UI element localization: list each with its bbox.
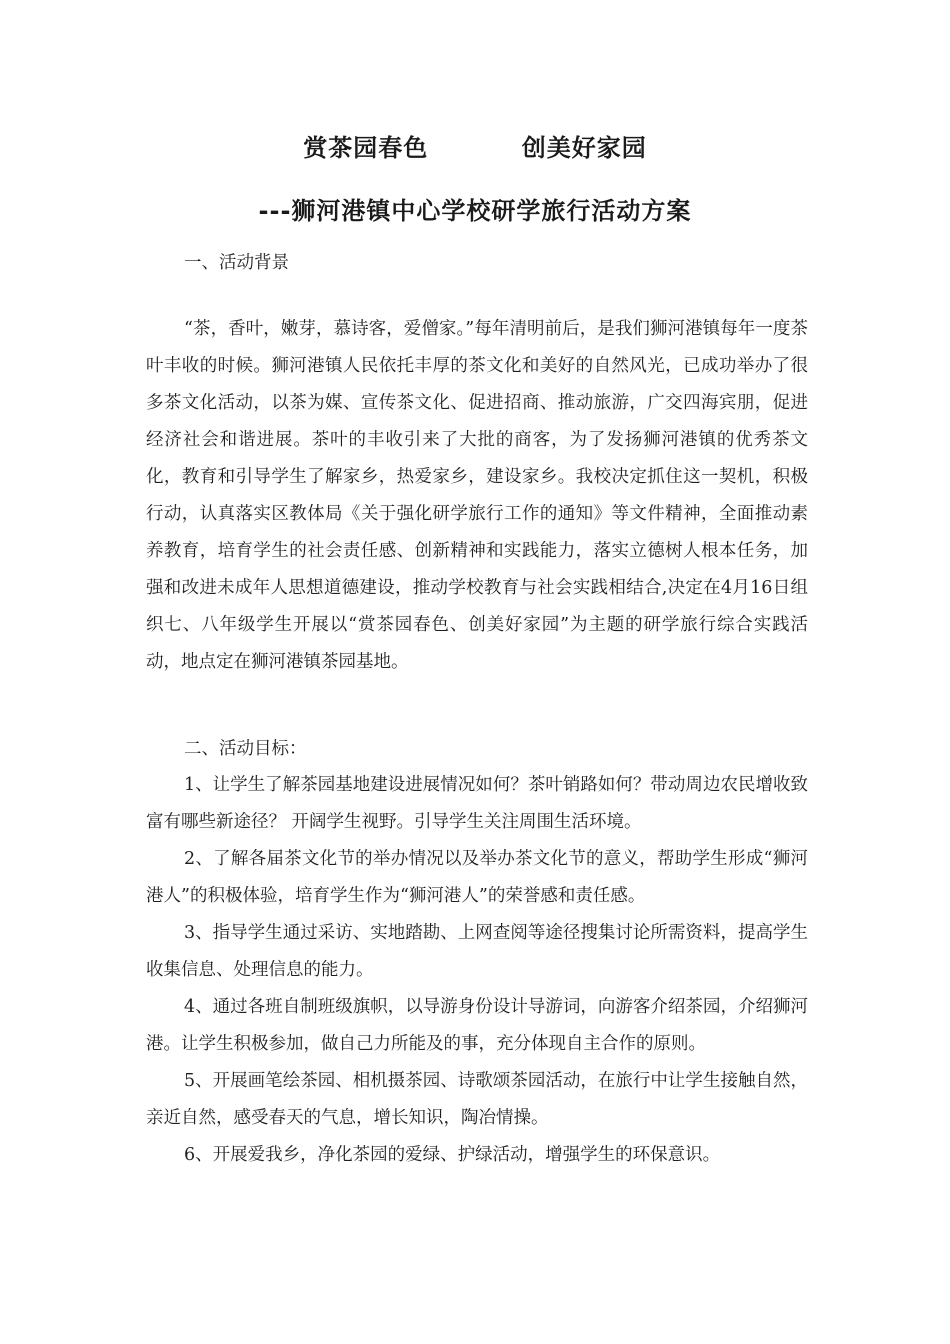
document-title: 赏茶园春色 创美好家园 (303, 134, 647, 162)
section-heading-goals: 二、活动目标： (184, 739, 307, 759)
goal-item: 3、指导学生通过采访、实地踏勘、上网查阅等途径搜集讨论所需资料，提高学生收集信息、处理信息的能力。 (146, 923, 808, 980)
background-paragraph: “茶，香叶，嫩芽，慕诗客，爱僧家。”每年清明前后，是我们狮河港镇每年一度茶叶丰收的时候。狮河港镇人民依托丰厚的茶文化和美好的自然风光，已成功举办了很多茶文化活动，以茶为媒、宣传茶文化、促进招商、推动旅游，广交四海宾朋，促进经济社会和谐进展。茶叶的丰收引来了大批的商客，为了发扬狮河港镇的优秀茶文化，教育和引导学生了解家乡，热爱家乡，建设家乡。我校决定抓住这一契机，积极行动，认真落实区教体局《关于强化研学旅行工作的通知》等文件精神，全面推动素养教育，培育学生的社会责任感、创新精神和实践能力，落实立德树人根本任务，加强和改进未成年人思想道德建设，推动学校教育与社会实践相结合,决定在4月16日组织七、八年级学生开展以“赏茶园春色、创美好家园”为主题的研学旅行综合实践活动，地点定在狮河港镇茶园基地。 (146, 319, 808, 672)
goal-item: 2、了解各届茶文化节的举办情况以及举办茶文化节的意义，帮助学生形成“狮河港人”的积极体验，培育学生作为“狮河港人”的荣誉感和责任感。 (146, 849, 808, 906)
goal-item: 5、开展画笔绘茶园、相机摄茶园、诗歌颂茶园活动，在旅行中让学生接触自然，亲近自然，感受春天的气息，增长知识，陶冶情操。 (146, 1071, 808, 1128)
goal-item: 1、让学生了解茶园基地建设进展情况如何？茶叶销路如何？带动周边农民增收致富有哪些新途径？ 开阔学生视野。引导学生关注周围生活环境。 (146, 775, 808, 832)
document-subtitle: ---狮河港镇中心学校研学旅行活动方案 (258, 197, 692, 225)
goal-item: 4、通过各班自制班级旗帜，以导游身份设计导游词，向游客介绍茶园，介绍狮河港。让学生积极参加，做自己力所能及的事，充分体现自主合作的原则。 (146, 997, 808, 1054)
goals-list (146, 767, 808, 1174)
section-heading-background: 一、活动背景 (184, 253, 289, 273)
background-section (146, 311, 808, 681)
goal-item: 6、开展爱我乡，净化茶园的爱绿、护绿活动，增强学生的环保意识。 (184, 1145, 721, 1165)
